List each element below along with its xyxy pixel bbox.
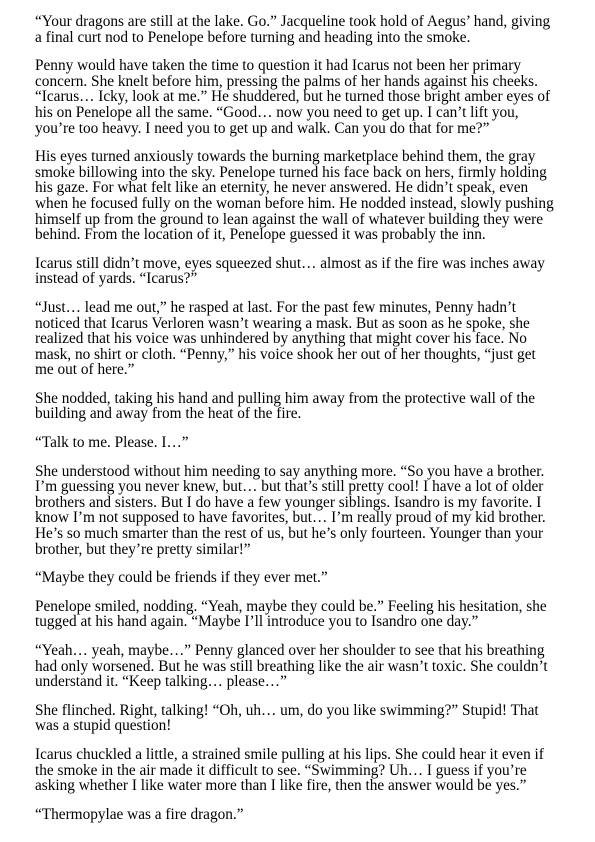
text-line: noticed that Icarus Verloren wasn’t wearing a mask. But as soon as he spoke, she <box>35 314 530 332</box>
paragraph <box>35 747 575 794</box>
text-line: you’re too heavy. I need you to get up and walk. Can you do that for me?” <box>35 119 490 137</box>
text-line: “Just… lead me out,” he rasped at last. For the past few minutes, Penny hadn’t <box>35 298 517 316</box>
text-line: me out of here.” <box>35 361 135 379</box>
text-line: instead of yards. “Icarus?” <box>35 270 198 288</box>
text-line: She flinched. Right, talking! “Oh, uh… um, do you like swimming?” Stupid! That <box>35 701 539 719</box>
paragraph <box>35 643 575 690</box>
text-line: “Yeah… yeah, maybe…” Penny glanced over her shoulder to see that his breathing <box>35 642 545 659</box>
paragraph <box>35 300 575 378</box>
text-line: smoke billowing into the sky. Penelope turned his face back on hers, firmly holding <box>35 163 547 181</box>
text-line: when he focused fully on the woman before him. He nodded instead, slowly pushing <box>35 194 554 212</box>
text-line: She understood without him needing to say anything more. “So you have a brother. <box>35 462 545 480</box>
text-line: Icarus chuckled a little, a strained smile pulling at his lips. She could hear it even if <box>35 745 544 763</box>
paragraph <box>35 435 575 451</box>
document-page <box>35 14 575 835</box>
text-line: “Icarus… Icky, look at me.” He shuddered, but he turned those bright amber eyes of <box>35 88 551 106</box>
text-line: concern. She knelt before him, pressing the palms of her hands against his cheeks. <box>35 72 538 90</box>
text-line: was a stupid question! <box>35 717 172 735</box>
text-line: Icarus still didn’t move, eyes squeezed shut… almost as if the fire was inches away <box>35 254 545 272</box>
text-line: He’s so much smarter than the rest of us, but he’s only fourteen. Younger than your <box>35 525 544 543</box>
text-line: “Maybe they could be friends if they ever met.” <box>35 569 328 587</box>
text-line: “Your dragons are still at the lake. Go.” Jacqueline took hold of Aegus’ hand, giving <box>35 13 551 30</box>
text-line: “Talk to me. Please. I…” <box>35 434 189 452</box>
text-line: asking whether I like water more than I like fire, then the answer would be yes.” <box>35 777 527 795</box>
text-line: the smoke in the air made it difficult to see. “Swimming? Uh… I guess if you’re <box>35 761 527 779</box>
text-line: a final curt nod to Penelope before turning and heading into the smoke. <box>35 28 471 46</box>
paragraph <box>35 58 575 136</box>
text-line: understand it. “Keep talking… please…” <box>35 673 287 691</box>
text-line: brothers and sisters. But I do have a few younger siblings. Isandro is my favorite. I <box>35 493 542 511</box>
text-line: brother, but they’re pretty similar!” <box>35 540 251 558</box>
paragraph <box>35 149 575 243</box>
text-line: behind. From the location of it, Penelope guessed it was probably the inn. <box>35 226 486 244</box>
paragraph <box>35 391 575 422</box>
paragraph <box>35 14 575 45</box>
paragraph <box>35 256 575 287</box>
text-line: know I’m not supposed to have favorites, but… I’m really proud of my kid brother. <box>35 509 546 527</box>
text-line: His eyes turned anxiously towards the burning marketplace behind them, the gray <box>35 148 536 166</box>
text-line: building and away from the heat of the fire. <box>35 405 302 423</box>
paragraph <box>35 464 575 558</box>
text-line: Penelope smiled, nodding. “Yeah, maybe they could be.” Feeling his hesitation, she <box>35 597 547 615</box>
text-line: his on Penelope all the same. “Good… now you need to get up. I can’t lift you, <box>35 103 519 121</box>
text-line: I’m guessing you never knew, but… but that’s still pretty cool! I have a lot of older <box>35 478 544 496</box>
text-line: tugged at his hand again. “Maybe I’ll introduce you to Isandro one day.” <box>35 613 479 631</box>
text-line: had only worsened. But he was still breathing like the air wasn’t toxic. She couldn’t <box>35 657 548 675</box>
text-line: She nodded, taking his hand and pulling him away from the protective wall of the <box>35 389 536 407</box>
paragraph <box>35 570 575 586</box>
text-line: mask, no shirt or cloth. “Penny,” his voice shook her out of her thoughts, “just get <box>35 345 536 363</box>
text-line: his gaze. For what felt like an eternity, he never answered. He didn’t speak, even <box>35 179 529 197</box>
paragraph <box>35 599 575 630</box>
text-line: realized that his voice was unhindered by anything that might cover his face. No <box>35 330 527 348</box>
paragraph <box>35 807 575 823</box>
text-line: “Thermopylae was a fire dragon.” <box>35 805 244 823</box>
text-line: Penny would have taken the time to question it had Icarus not been her primary <box>35 57 521 75</box>
text-line: himself up from the ground to lean against the wall of whatever building they were <box>35 210 544 228</box>
paragraph <box>35 703 575 734</box>
